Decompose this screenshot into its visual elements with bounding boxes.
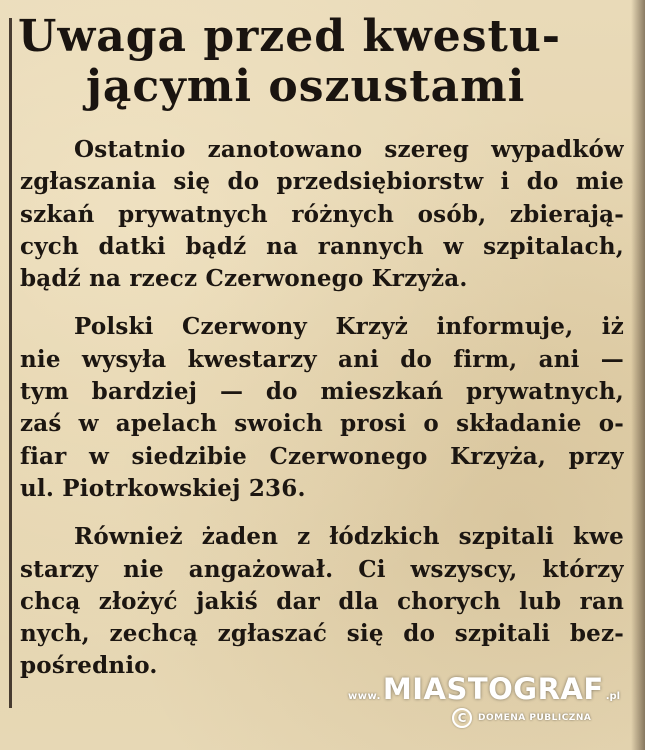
text-line: fiar w siedzibie Czerwonego Krzyża, przy (20, 442, 624, 470)
headline-line-1: Uwaga przed kwestu- (18, 11, 562, 62)
watermark-prefix: www. (348, 691, 381, 702)
text-line: zgłaszania się do przedsiębiorstw i do mie (20, 168, 624, 196)
text-line: ul. Piotrkowskiej 236. (20, 474, 306, 502)
text-line: zaś w apelach swoich prosi o składanie o- (20, 410, 624, 438)
text-line: Również żaden z łódzkich szpitali kwe (74, 523, 624, 551)
watermark-suffix: .pl (605, 691, 621, 702)
text-line: tym bardziej — do mieszkań prywatnych, (20, 378, 624, 406)
page-edge-shadow (631, 0, 645, 750)
article-body (20, 134, 624, 699)
article-headline (18, 12, 628, 112)
watermark-license-text: DOMENA PUBLICZNA (478, 713, 592, 723)
text-line: starzy nie angażował. Ci wszyscy, którzy (20, 555, 624, 583)
watermark-logo: MIASTOGRAF (382, 672, 604, 706)
text-line: Ostatnio zanotowano szereg wypadków (74, 136, 624, 163)
text-line: pośrednio. (20, 652, 158, 680)
text-line: cych datki bądź na rannych w szpitalach, (20, 232, 624, 260)
paragraph-2 (20, 311, 624, 505)
watermark-logo-row (348, 672, 638, 706)
text-line: nych, zechcą zgłaszać się do szpitali bez- (20, 620, 624, 648)
text-line: chcą złożyć jakiś dar dla chorych lub ran (20, 587, 624, 615)
headline-line-2: jącymi oszustami (86, 61, 526, 112)
miastograf-watermark (348, 672, 638, 742)
paragraph-1 (20, 134, 624, 295)
paragraph-3 (20, 521, 624, 682)
column-rule (9, 18, 12, 708)
watermark-license-row (452, 708, 638, 728)
text-line: bądź na rzecz Czerwonego Krzyża. (20, 265, 468, 293)
text-line: szkań prywatnych różnych osób, zbierają- (20, 200, 624, 228)
text-line: nie wysyła kwestarzy ani do firm, ani — (20, 345, 624, 373)
text-line: Polski Czerwony Krzyż informuje, iż (74, 313, 624, 341)
copyright-circle-icon: C (452, 708, 472, 728)
